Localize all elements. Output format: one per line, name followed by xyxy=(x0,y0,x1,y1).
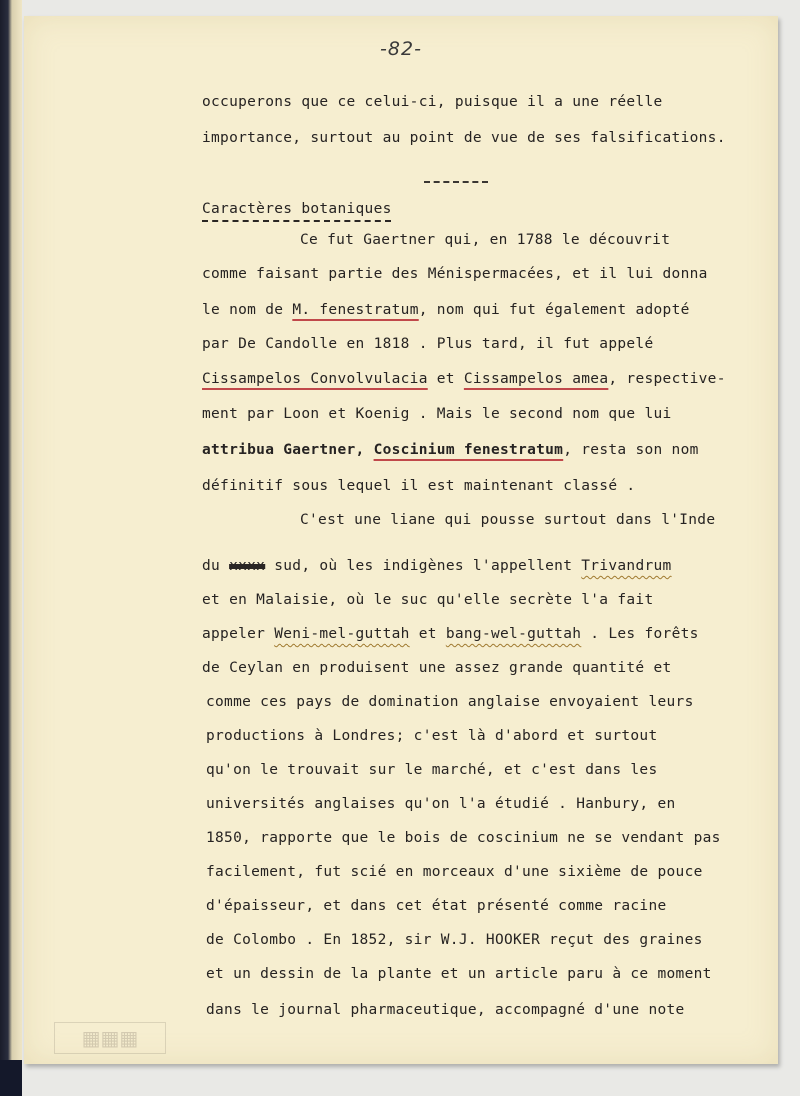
text-line-24: et un dessin de la plante et un article paru à ce moment xyxy=(206,966,712,982)
book-binding xyxy=(0,0,22,1096)
text-line-16: comme ces pays de domination anglaise envoyaient leurs xyxy=(206,694,694,710)
text-segment: , nom qui fut également adopté xyxy=(418,302,690,318)
section-heading: Caractères botaniques xyxy=(202,201,392,217)
local-name-underlined: bang-wel-guttah xyxy=(445,626,582,642)
species-name-underlined: Cissampelos Convolvulacia xyxy=(202,371,428,387)
text-segment: et xyxy=(427,371,464,387)
text-segment: sud, où les indigènes l'appellent xyxy=(265,558,582,574)
local-name-underlined: Trivandrum xyxy=(581,558,672,574)
text-segment: attribua Gaertner, xyxy=(202,442,374,458)
text-line-12 xyxy=(202,558,672,574)
text-line-2: importance, surtout au point de vue de ses falsifications. xyxy=(202,130,726,146)
page-number: -82- xyxy=(380,38,422,60)
text-line-4: comme faisant partie des Ménispermacées, et il lui donna xyxy=(202,266,708,282)
text-line-3: Ce fut Gaertner qui, en 1788 le découvrit xyxy=(300,232,671,248)
text-segment: . Les forêts xyxy=(581,626,699,642)
text-line-25: dans le journal pharmaceutique, accompagné d'une note xyxy=(206,1002,685,1018)
text-line-21: facilement, fut scié en morceaux d'une sixième de pouce xyxy=(206,864,703,880)
text-line-7 xyxy=(202,371,726,387)
text-line-14 xyxy=(202,626,699,642)
text-line-13: et en Malaisie, où le suc qu'elle secrète l'a fait xyxy=(202,592,654,608)
faded-library-stamp: ▦▦▦ xyxy=(54,1022,166,1054)
book-cover-edge xyxy=(0,1060,22,1096)
text-line-22: d'épaisseur, et dans cet état présenté comme racine xyxy=(206,898,667,914)
species-name-underlined: Coscinium fenestratum xyxy=(373,442,564,458)
text-line-10: définitif sous lequel il est maintenant classé . xyxy=(202,478,636,494)
text-line-9 xyxy=(202,442,699,458)
struck-out-word: xxxx xyxy=(229,558,266,574)
text-line-11: C'est une liane qui pousse surtout dans l'Inde xyxy=(300,512,716,528)
text-line-17: productions à Londres; c'est là d'abord et surtout xyxy=(206,728,658,744)
text-line-18: qu'on le trouvait sur le marché, et c'est dans les xyxy=(206,762,658,778)
text-line-1: occuperons que ce celui-ci, puisque il a une réelle xyxy=(202,94,663,110)
species-name-underlined: Cissampelos amea xyxy=(463,371,609,387)
text-line-8: ment par Loon et Koenig . Mais le second nom que lui xyxy=(202,406,672,422)
text-line-6: par De Candolle en 1818 . Plus tard, il fut appelé xyxy=(202,336,654,352)
text-line-5 xyxy=(202,302,690,318)
text-segment: et xyxy=(409,626,446,642)
species-name-underlined: M. fenestratum xyxy=(292,302,419,318)
text-line-23: de Colombo . En 1852, sir W.J. HOOKER reçut des graines xyxy=(206,932,703,948)
text-segment: , respective- xyxy=(608,371,726,387)
text-segment: , resta son nom xyxy=(563,442,699,458)
text-line-20: 1850, rapporte que le bois de coscinium ne se vendant pas xyxy=(206,830,721,846)
text-segment: le nom de xyxy=(202,302,293,318)
text-line-19: universités anglaises qu'on l'a étudié . Hanbury, en xyxy=(206,796,676,812)
text-segment: du xyxy=(202,558,230,574)
local-name-underlined: Weni-mel-guttah xyxy=(274,626,410,642)
section-separator xyxy=(424,181,488,183)
document-page xyxy=(24,16,778,1064)
text-line-15: de Ceylan en produisent une assez grande quantité et xyxy=(202,660,672,676)
text-segment: appeler xyxy=(202,626,275,642)
